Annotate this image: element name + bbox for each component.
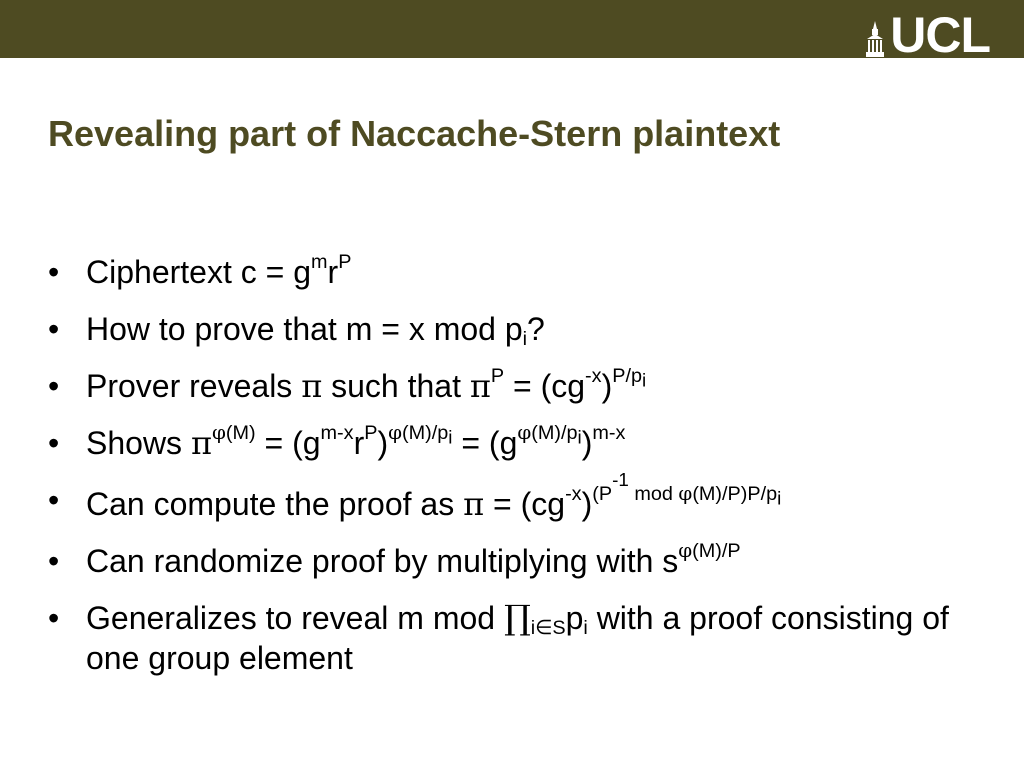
bullet-marker: • xyxy=(48,482,60,518)
bullet-item-randomize: • Can randomize proof by multiplying with $s^{\varphi(M)/P}$ xyxy=(48,539,741,579)
bullet-marker: • xyxy=(48,311,60,347)
bullet-item-shows: • Shows $\pi^{\varphi(M)} = (g^{m-x}r^P)^{\varphi(M)/p_i} = (g^{\varphi(M)/p_i})^{m-x}$ xyxy=(48,421,626,462)
bullet-marker: • xyxy=(48,600,60,636)
bullet-marker: • xyxy=(48,425,60,461)
bullet-item-prove: • How to prove that m = x mod $p_i$? xyxy=(48,311,545,350)
bullet-marker: • xyxy=(48,254,60,290)
bullet-item-ciphertext: • Ciphertext $c = g^mr^P$ xyxy=(48,251,352,290)
slide-title: Revealing part of Naccache-Stern plaintext xyxy=(48,113,781,154)
bullet-marker: • xyxy=(48,543,60,579)
bullet-item-prover-reveals: • Prover reveals π such that $\pi^P = (cg^{-x})^{P/p_i}$ xyxy=(48,365,647,405)
logo-wordmark: UCL xyxy=(890,7,990,63)
bullet-item-compute-proof: • Can compute the proof as $\pi = (cg^{-x})^{(P^{-1} mod \varphi(M)/P)P/p_i}$ xyxy=(48,469,782,523)
bullet-marker: • xyxy=(48,368,60,404)
portico-icon xyxy=(866,21,884,57)
bullet-item-generalizes: • Generalizes to reveal m mod $\prod_{i\in S}p_i$ with a proof consisting of one group element xyxy=(48,598,949,676)
ucl-logo xyxy=(866,7,990,63)
bullet-list xyxy=(48,252,998,678)
header-bar xyxy=(0,0,1024,63)
